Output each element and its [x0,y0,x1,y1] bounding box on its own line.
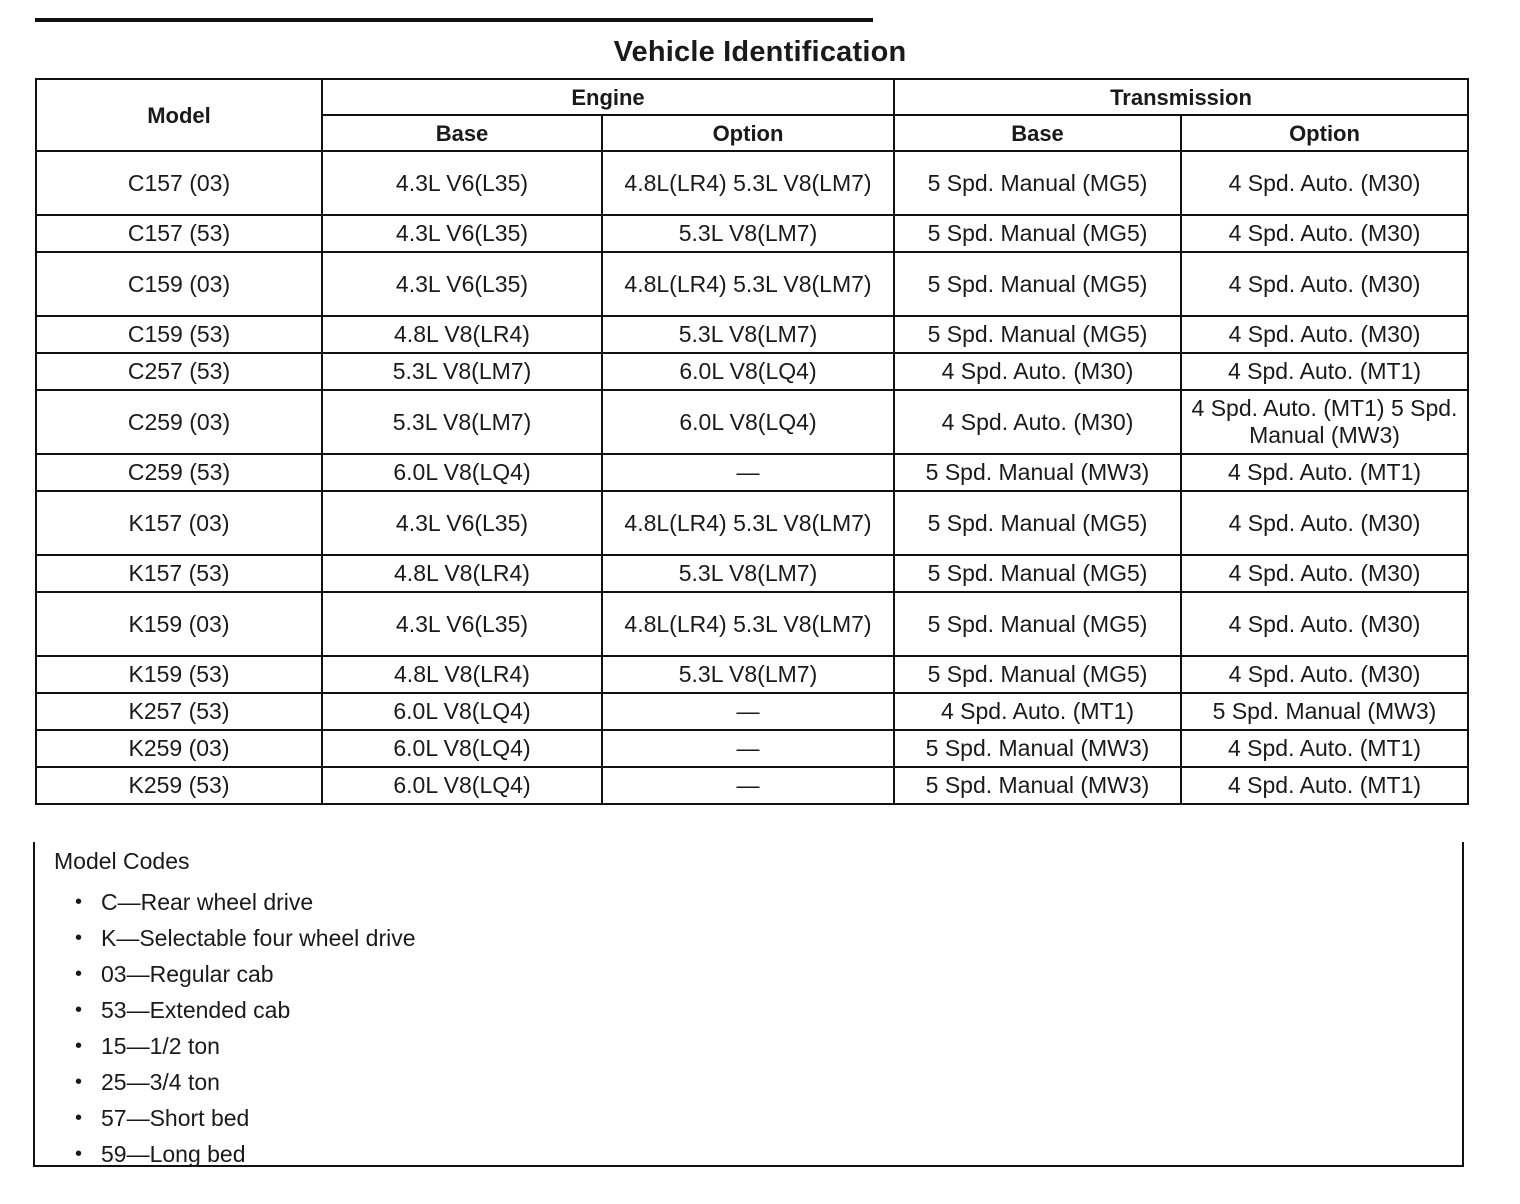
cell-engine-option: 4.8L(LR4) 5.3L V8(LM7) [602,491,894,555]
table-row [36,252,1468,316]
cell-engine-base: 5.3L V8(LM7) [322,353,602,390]
cell-model: K257 (53) [36,693,322,730]
list-item [75,956,416,992]
table-row [36,767,1468,804]
cell-transmission-base: 5 Spd. Manual (MG5) [894,151,1181,215]
model-codes-list [75,884,416,1172]
bullet-icon: • [75,999,83,1021]
table-row [36,316,1468,353]
cell-engine-option: — [602,730,894,767]
model-code-text: 59—Long bed [101,1141,246,1167]
cell-engine-base: 4.3L V6(L35) [322,491,602,555]
cell-transmission-base: 5 Spd. Manual (MG5) [894,215,1181,252]
table-row [36,390,1468,454]
cell-transmission-option: 4 Spd. Auto. (M30) [1181,252,1468,316]
cell-model: K159 (03) [36,592,322,656]
model-code-text: 57—Short bed [101,1105,250,1131]
cell-transmission-option: 4 Spd. Auto. (M30) [1181,215,1468,252]
table-row [36,454,1468,491]
cell-transmission-base: 5 Spd. Manual (MG5) [894,555,1181,592]
cell-transmission-base: 4 Spd. Auto. (M30) [894,353,1181,390]
cell-model: C159 (53) [36,316,322,353]
model-codes-title: Model Codes [54,848,190,874]
cell-transmission-base: 5 Spd. Manual (MG5) [894,316,1181,353]
cell-model: C257 (53) [36,353,322,390]
cell-transmission-base: 4 Spd. Auto. (M30) [894,390,1181,454]
cell-transmission-option: 4 Spd. Auto. (M30) [1181,656,1468,693]
model-codes-box [33,842,1464,1167]
header-engine: Engine [322,79,894,115]
cell-transmission-base: 4 Spd. Auto. (MT1) [894,693,1181,730]
cell-engine-base: 4.8L V8(LR4) [322,316,602,353]
cell-model: K259 (53) [36,767,322,804]
cell-model: K157 (53) [36,555,322,592]
cell-engine-base: 4.8L V8(LR4) [322,656,602,693]
cell-engine-base: 6.0L V8(LQ4) [322,767,602,804]
page-title: Vehicle Identification [613,36,907,68]
cell-engine-option: 6.0L V8(LQ4) [602,353,894,390]
cell-engine-base: 4.3L V6(L35) [322,252,602,316]
cell-engine-option: 4.8L(LR4) 5.3L V8(LM7) [602,592,894,656]
cell-engine-option: 5.3L V8(LM7) [602,656,894,693]
cell-engine-option: 5.3L V8(LM7) [602,215,894,252]
cell-engine-base: 4.3L V6(L35) [322,592,602,656]
bullet-icon: • [75,1071,83,1093]
table-row [36,353,1468,390]
table-row [36,693,1468,730]
header-transmission: Transmission [894,79,1468,115]
cell-engine-option: — [602,767,894,804]
model-code-text: 53—Extended cab [101,997,291,1023]
cell-transmission-option: 4 Spd. Auto. (MT1) [1181,730,1468,767]
cell-model: K159 (53) [36,656,322,693]
cell-model: C259 (03) [36,390,322,454]
bullet-icon: • [75,1143,83,1165]
cell-transmission-option: 4 Spd. Auto. (MT1) 5 Spd. Manual (MW3) [1181,390,1468,454]
list-item [75,992,416,1028]
model-code-text: 25—3/4 ton [101,1069,220,1095]
bullet-icon: • [75,891,83,913]
cell-engine-option: 5.3L V8(LM7) [602,316,894,353]
header-transmission-option: Option [1181,115,1468,151]
cell-transmission-option: 4 Spd. Auto. (M30) [1181,151,1468,215]
model-code-text: 03—Regular cab [101,961,274,987]
table-row [36,592,1468,656]
cell-transmission-option: 4 Spd. Auto. (M30) [1181,491,1468,555]
cell-model: C157 (03) [36,151,322,215]
cell-model: C157 (53) [36,215,322,252]
cell-model: K259 (03) [36,730,322,767]
header-engine-option: Option [602,115,894,151]
model-code-text: C—Rear wheel drive [101,889,314,915]
bullet-icon: • [75,927,83,949]
cell-engine-option: 6.0L V8(LQ4) [602,390,894,454]
table-row [36,730,1468,767]
cell-transmission-base: 5 Spd. Manual (MW3) [894,767,1181,804]
table-row [36,215,1468,252]
table-row [36,151,1468,215]
cell-model: C159 (03) [36,252,322,316]
cell-engine-option: 4.8L(LR4) 5.3L V8(LM7) [602,252,894,316]
cell-transmission-base: 5 Spd. Manual (MG5) [894,656,1181,693]
bullet-icon: • [75,963,83,985]
list-item [75,920,416,956]
top-rule [35,18,873,22]
cell-engine-option: 4.8L(LR4) 5.3L V8(LM7) [602,151,894,215]
cell-transmission-option: 4 Spd. Auto. (M30) [1181,316,1468,353]
cell-transmission-option: 4 Spd. Auto. (MT1) [1181,767,1468,804]
cell-engine-option: 5.3L V8(LM7) [602,555,894,592]
header-transmission-base: Base [894,115,1181,151]
list-item [75,1136,416,1172]
cell-engine-base: 6.0L V8(LQ4) [322,454,602,491]
list-item [75,1100,416,1136]
cell-engine-base: 5.3L V8(LM7) [322,390,602,454]
cell-model: K157 (03) [36,491,322,555]
model-code-text: K—Selectable four wheel drive [101,925,416,951]
list-item [75,1064,416,1100]
table-row [36,555,1468,592]
cell-engine-base: 6.0L V8(LQ4) [322,693,602,730]
bullet-icon: • [75,1035,83,1057]
cell-transmission-option: 4 Spd. Auto. (M30) [1181,592,1468,656]
cell-transmission-option: 4 Spd. Auto. (M30) [1181,555,1468,592]
cell-engine-base: 6.0L V8(LQ4) [322,730,602,767]
cell-transmission-base: 5 Spd. Manual (MW3) [894,730,1181,767]
cell-transmission-option: 4 Spd. Auto. (MT1) [1181,454,1468,491]
table-row [36,491,1468,555]
cell-engine-option: — [602,454,894,491]
cell-transmission-option: 5 Spd. Manual (MW3) [1181,693,1468,730]
cell-model: C259 (53) [36,454,322,491]
model-code-text: 15—1/2 ton [101,1033,220,1059]
header-model: Model [36,79,322,151]
table-row [36,656,1468,693]
header-engine-base: Base [322,115,602,151]
cell-engine-base: 4.3L V6(L35) [322,151,602,215]
vehicle-identification-table [35,78,1469,805]
bullet-icon: • [75,1107,83,1129]
cell-transmission-base: 5 Spd. Manual (MG5) [894,491,1181,555]
cell-engine-option: — [602,693,894,730]
list-item [75,884,416,920]
cell-engine-base: 4.8L V8(LR4) [322,555,602,592]
cell-transmission-option: 4 Spd. Auto. (MT1) [1181,353,1468,390]
cell-engine-base: 4.3L V6(L35) [322,215,602,252]
cell-transmission-base: 5 Spd. Manual (MW3) [894,454,1181,491]
list-item [75,1028,416,1064]
cell-transmission-base: 5 Spd. Manual (MG5) [894,592,1181,656]
cell-transmission-base: 5 Spd. Manual (MG5) [894,252,1181,316]
